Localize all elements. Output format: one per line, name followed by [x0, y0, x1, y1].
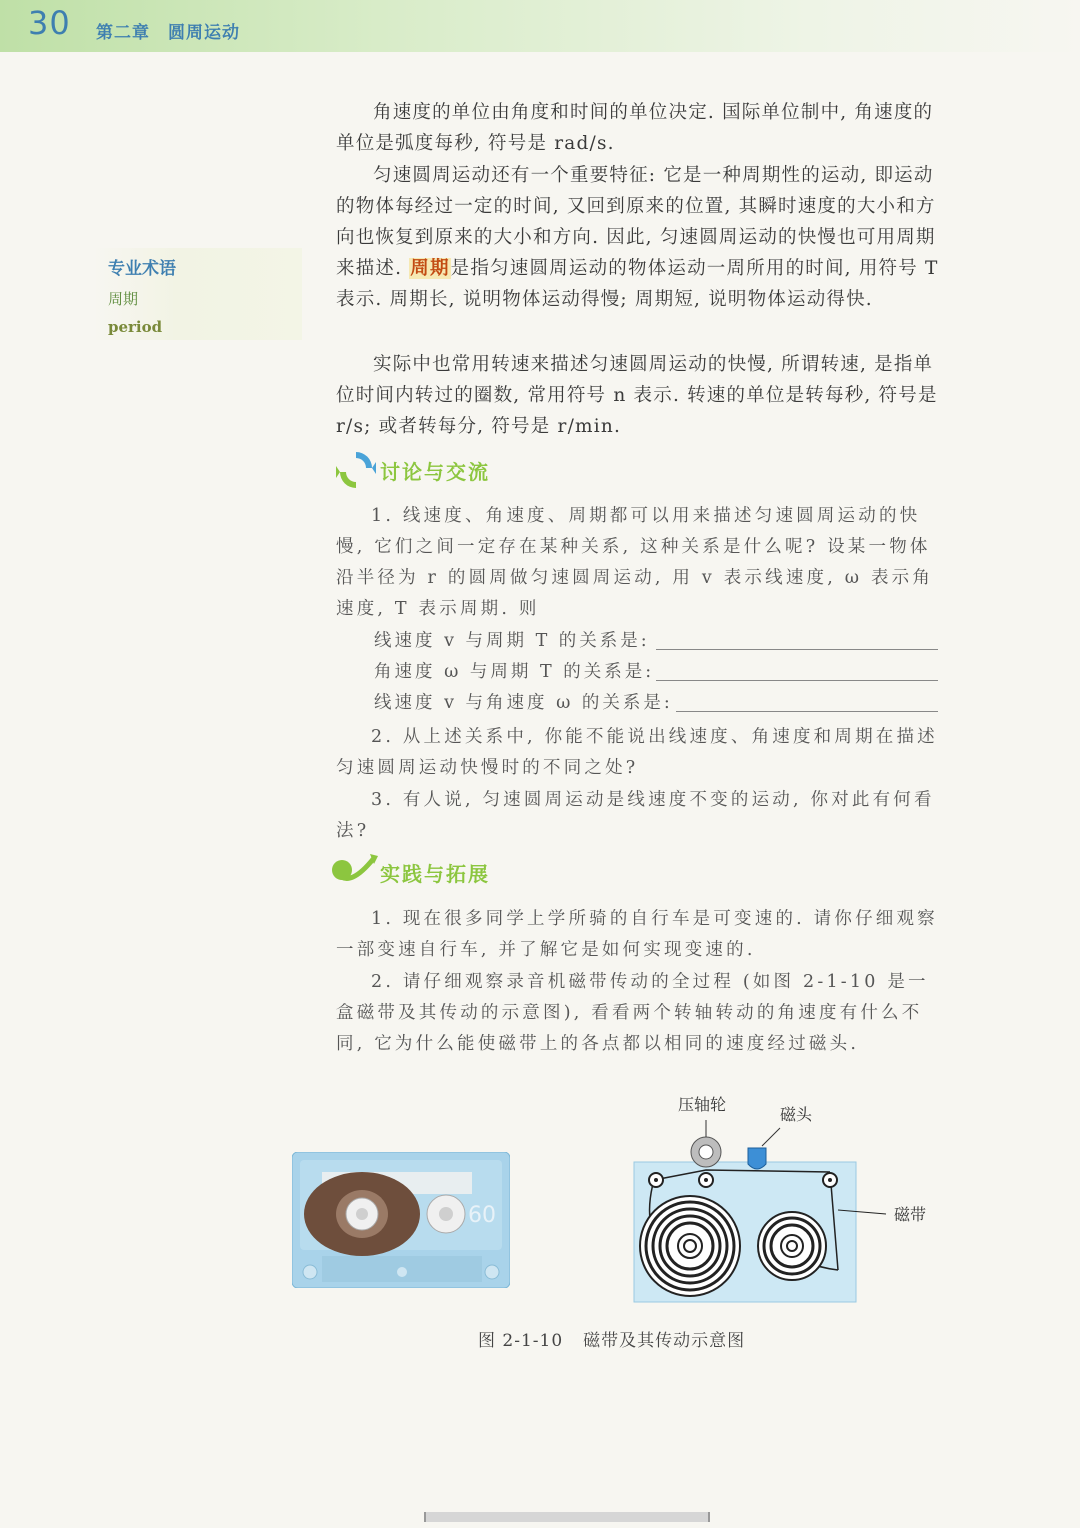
practice-question-2: 2. 请仔细观察录音机磁带传动的全过程 (如图 2-1-10 是一盒磁带及其传动的示意图), 看看两个转轴转动的角速度有什么不同, 它为什么能使磁带上的各点都以相同的速度经过磁头. — [336, 972, 929, 1054]
figure-number: 图 2-1-10 — [478, 1331, 564, 1351]
page-bottom-strip — [424, 1512, 710, 1522]
answer-rule — [676, 711, 938, 712]
paragraph-period-after: 是指匀速圆周运动的物体运动一周所用的时间, 用符号 T 表示. 周期长, 说明物体运动得慢; 周期短, 说明物体运动得快. — [336, 258, 939, 310]
blank-v-omega-label: 线速度 v 与角速度 ω 的关系是: — [374, 693, 673, 713]
paragraph-rotation-speed: 实际中也常用转速来描述匀速圆周运动的快慢, 所谓转速, 是指单位时间内转过的圈数, 常用符号 n 表示. 转速的单位是转每秒, 符号是 r/s; 或者转每分, 符号是 r/min. — [336, 354, 938, 437]
glossary-term-en: period — [108, 318, 163, 336]
discussion-question-2: 2. 从上述关系中, 你能不能说出线速度、角速度和周期在描述匀速圆周运动快慢时的不同之处? — [336, 727, 938, 778]
practice-question-1: 1. 现在很多同学上学所骑的自行车是可变速的. 请你仔细观察一部变速自行车, 并了解它是如何实现变速的. — [336, 909, 938, 960]
discussion-question-1: 1. 线速度、角速度、周期都可以用来描述匀速圆周运动的快慢, 它们之间一定存在某种关系, 这种关系是什么呢? 设某一物体沿半径为 r 的圆周做匀速圆周运动, 用 v 表示线速度, ω 表示角速度, T 表示周期. 则 — [336, 506, 934, 619]
chapter-title — [96, 18, 240, 43]
paragraph-period — [336, 160, 946, 315]
term-period-highlight: 周期 — [410, 258, 450, 279]
practice-title: 实践与拓展 — [380, 862, 490, 886]
cassette-label: 60 — [468, 1203, 496, 1228]
blank-v-omega — [374, 689, 673, 719]
figure-caption-text: 磁带及其传动示意图 — [583, 1331, 746, 1351]
practice-icon — [330, 852, 378, 890]
blank-v-T — [374, 627, 650, 657]
glossary-term-cn: 周期 — [108, 290, 139, 308]
discussion-icon — [336, 448, 376, 492]
blank-v-T-label: 线速度 v 与周期 T 的关系是: — [374, 631, 650, 651]
label-tape: 磁带 — [894, 1205, 927, 1224]
blank-omega-T — [374, 658, 654, 688]
page-number: 30 — [28, 4, 71, 42]
cassette-photo — [292, 1152, 510, 1288]
glossary-box — [94, 248, 302, 340]
paragraph-angular-velocity-unit: 角速度的单位由角度和时间的单位决定. 国际单位制中, 角速度的单位是弧度每秒, 符号是 rad/s. — [336, 102, 934, 154]
figure-caption — [478, 1326, 745, 1351]
answer-rule — [656, 680, 938, 681]
glossary-title: 专业术语 — [108, 259, 176, 279]
label-pinch-roller: 压轴轮 — [678, 1095, 727, 1114]
chapter-topic: 圆周运动 — [168, 23, 240, 43]
label-magnetic-head: 磁头 — [780, 1105, 813, 1124]
tape-transmission-diagram — [630, 1090, 940, 1308]
blank-omega-T-label: 角速度 ω 与周期 T 的关系是: — [374, 662, 655, 682]
chapter-label: 第二章 — [96, 23, 150, 43]
paragraph-period-before: 匀速圆周运动还有一个重要特征: 它是一种周期性的运动, 即运动的物体每经过一定的时间, 又回到原来的位置, 其瞬时速度的大小和方向也恢复到原来的大小和方向. 因此, 匀速圆周运动的快慢也可用周期来描述. — [336, 165, 936, 279]
answer-rule — [656, 649, 938, 650]
discussion-question-3: 3. 有人说, 匀速圆周运动是线速度不变的运动, 你对此有何看法? — [336, 790, 935, 841]
discussion-title: 讨论与交流 — [380, 460, 490, 484]
